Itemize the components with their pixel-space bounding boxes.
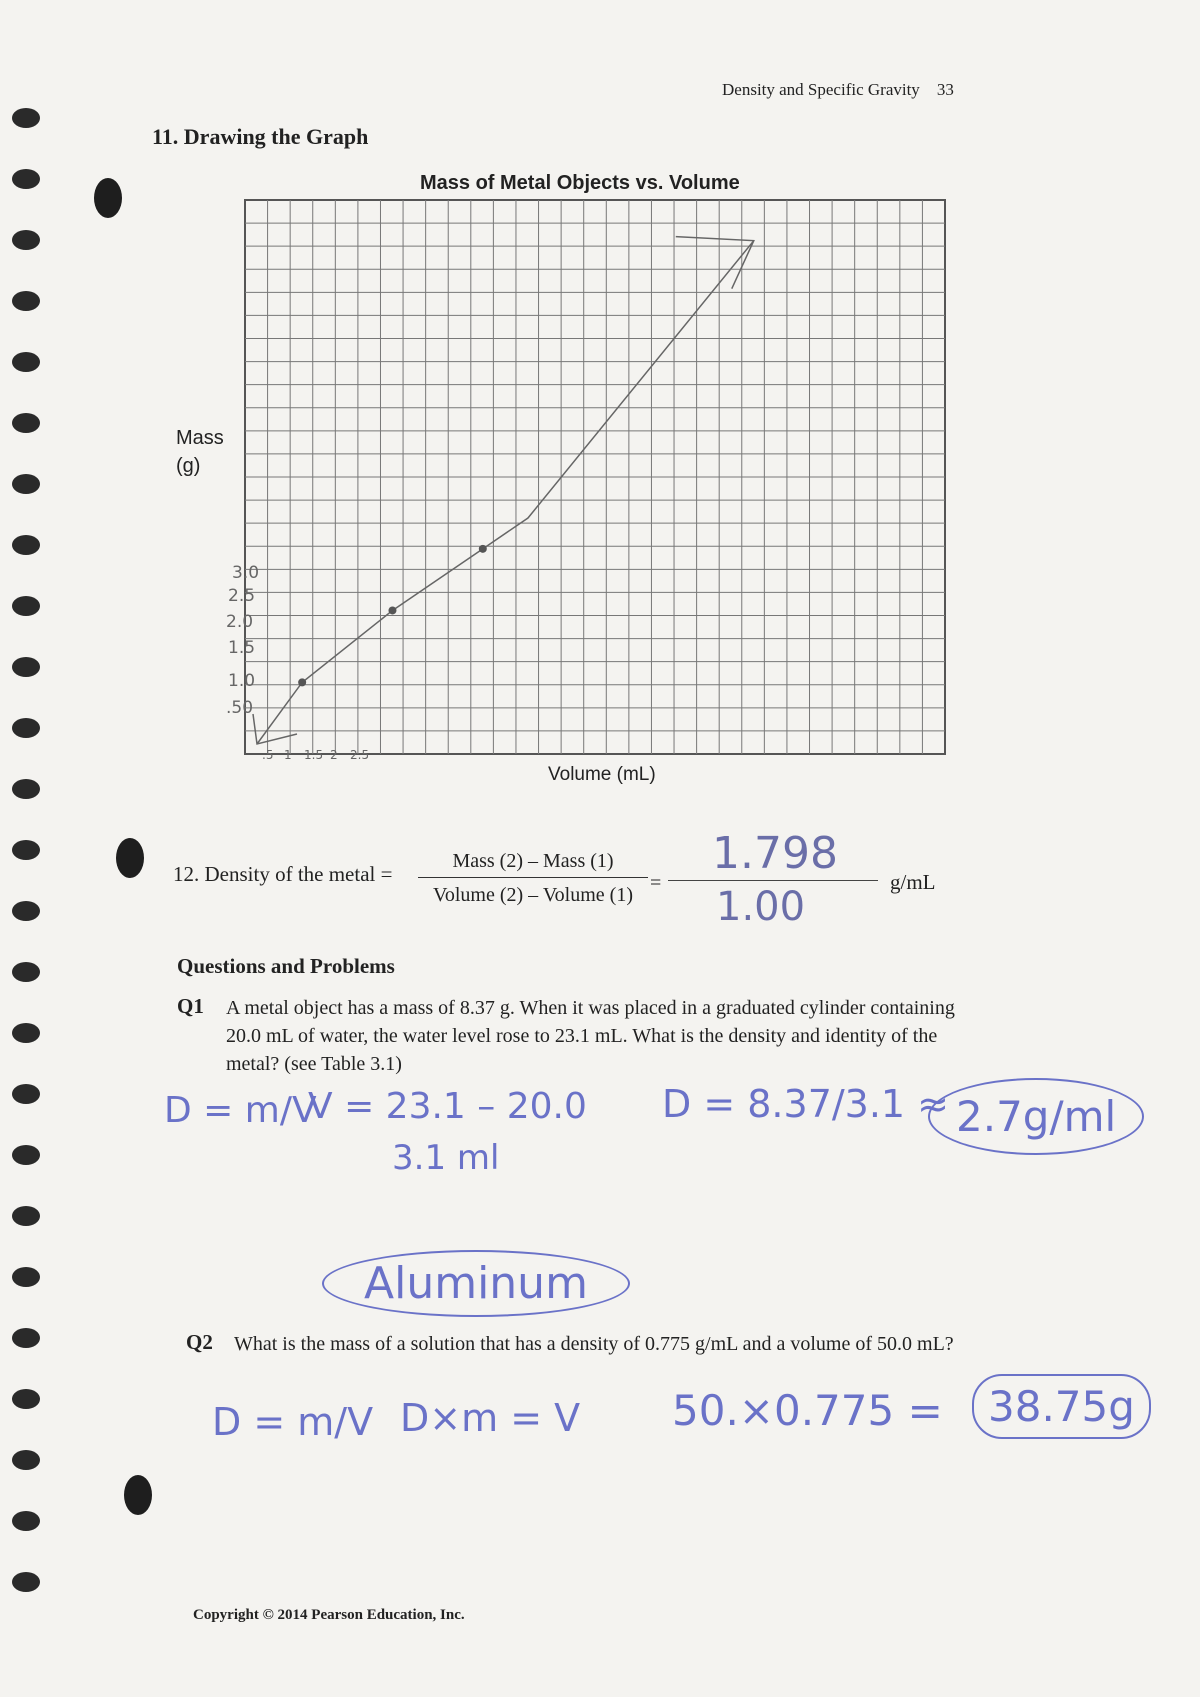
q1-identity-circled: Aluminum [322, 1250, 630, 1317]
binding-hole [12, 1328, 40, 1348]
binding-hole [12, 1084, 40, 1104]
x-tick-label: 2.5 [350, 748, 370, 762]
binding-hole [12, 1572, 40, 1592]
equals-sign: = [650, 872, 662, 894]
y-axis-label-line2: (g) [176, 455, 201, 477]
binding-hole [12, 474, 40, 494]
binding-hole [12, 596, 40, 616]
q1-volume: V = 23.1 – 20.0 [308, 1086, 587, 1127]
binding-hole [12, 962, 40, 982]
binding-hole [12, 1389, 40, 1409]
q2-rearranged: D×m = V [400, 1396, 581, 1440]
punch-hole [94, 178, 122, 218]
binding-hole [12, 1511, 40, 1531]
punch-hole [116, 838, 144, 878]
origin-wedge [253, 714, 297, 744]
q2-text: What is the mass of a solution that has a density of 0.775 g/mL and a volume of 50.0 mL? [234, 1333, 954, 1355]
plotted-point [479, 545, 487, 553]
x-tick-label: .5 [262, 748, 274, 762]
plotted-point [388, 606, 396, 614]
y-tick-label: .50 [226, 698, 254, 718]
answer-fraction-bar [668, 880, 878, 881]
binding-hole [12, 1267, 40, 1287]
binding-hole [12, 840, 40, 860]
q2-label: Q2 [186, 1330, 213, 1354]
density-formula-fraction [418, 850, 648, 907]
binding-hole [12, 352, 40, 372]
binding-hole [12, 779, 40, 799]
formula-denominator: Volume (2) – Volume (1) [433, 884, 633, 906]
binding-hole [12, 901, 40, 921]
y-tick-label: 3.0 [232, 563, 260, 583]
copyright-notice: Copyright © 2014 Pearson Education, Inc. [193, 1607, 465, 1623]
q1-label: Q1 [177, 994, 204, 1018]
binding-hole [12, 169, 40, 189]
q1-volume-result: 3.1 ml [392, 1138, 500, 1178]
density-formula-lead: 12. Density of the metal = [173, 862, 393, 886]
line-arrowhead [676, 237, 754, 289]
y-tick-label: 1.5 [228, 638, 256, 658]
q1-text: A metal object has a mass of 8.37 g. When it was placed in a graduated cylinder containing 20.0 mL of water, the water level rose to 23.1 mL. What is the density and identity of the metal? (see Table 3.1) [226, 997, 955, 1075]
binding-hole [12, 1206, 40, 1226]
formula-numerator: Mass (2) – Mass (1) [418, 850, 648, 878]
x-axis-label: Volume (mL) [548, 764, 656, 785]
density-unit: g/mL [890, 870, 936, 894]
q2-formula: D = m/V [212, 1400, 374, 1444]
x-tick-label: 1 [284, 748, 292, 762]
q1-density-calc: D = 8.37/3.1 ≈ [662, 1082, 950, 1126]
y-tick-label: 1.0 [228, 671, 256, 691]
page-number: 33 [936, 80, 954, 99]
hand-numerator: 1.798 [712, 828, 838, 879]
binding-hole [12, 718, 40, 738]
binding-hole [12, 291, 40, 311]
y-axis-label-line1: Mass [176, 427, 224, 449]
x-tick-label: 1.5 [304, 748, 324, 762]
hand-denominator: 1.00 [716, 884, 806, 930]
punch-hole [124, 1475, 152, 1515]
drawn-data-line [257, 241, 754, 744]
plotted-point [298, 678, 306, 686]
q2-answer-circled: 38.75g [972, 1374, 1151, 1439]
questions-heading: Questions and Problems [177, 954, 395, 978]
binding-hole [12, 230, 40, 250]
section-11-title: 11. Drawing the Graph [152, 124, 369, 149]
y-tick-label: 2.0 [226, 612, 254, 632]
x-tick-label: 2 [330, 748, 338, 762]
q2-calculation: 50.×0.775 = [672, 1386, 943, 1435]
chart-title: Mass of Metal Objects vs. Volume [420, 172, 740, 194]
binding-hole [12, 535, 40, 555]
q1-answer-circled: 2.7g/ml [928, 1078, 1144, 1155]
binding-hole [12, 1145, 40, 1165]
y-tick-label: 2.5 [228, 586, 256, 606]
binding-hole [12, 1023, 40, 1043]
running-head-title: Density and Specific Gravity [722, 80, 920, 99]
binding-hole [12, 1450, 40, 1470]
q1-formula: D = m/V [164, 1090, 317, 1131]
binding-hole [12, 413, 40, 433]
running-head [722, 80, 954, 100]
binding-hole [12, 108, 40, 128]
y-axis-label [176, 424, 224, 480]
binding-hole [12, 657, 40, 677]
grid-border [245, 200, 945, 754]
